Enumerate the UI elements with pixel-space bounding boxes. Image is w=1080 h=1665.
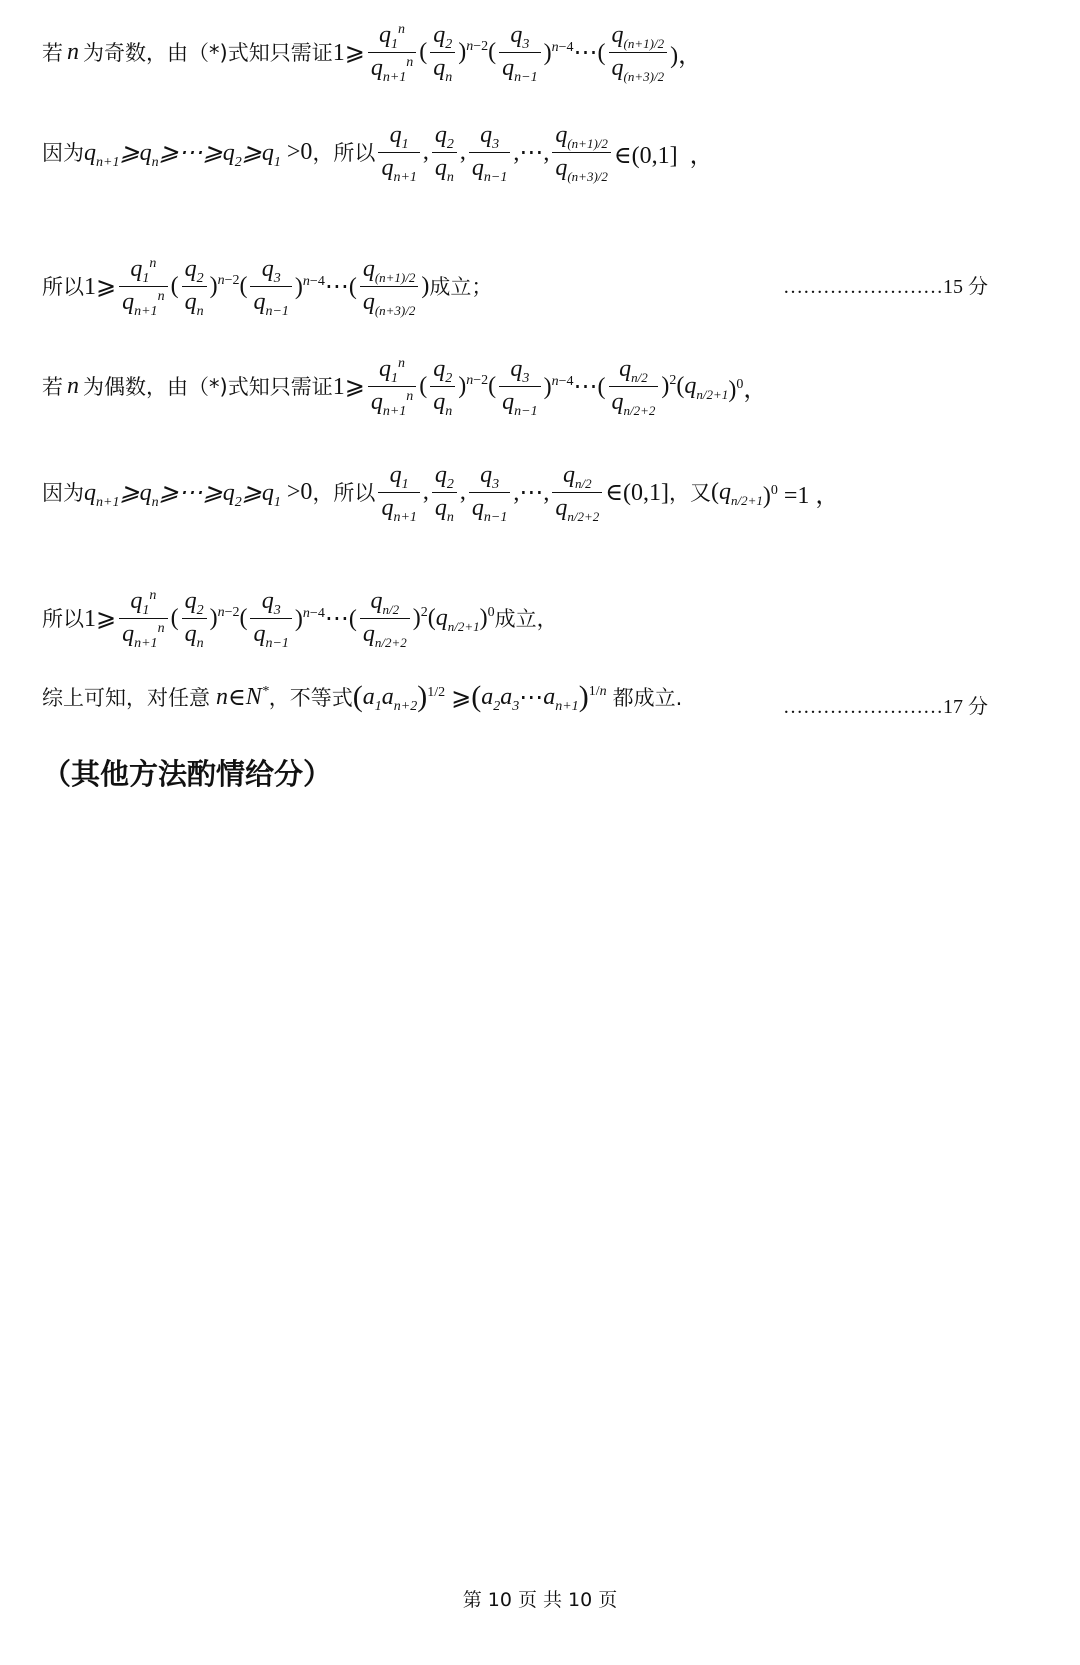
grading-note: （其他方法酌情给分）: [42, 757, 333, 791]
fraction: $\frac{q_1^n}{q_{n+1}^n}$: [119, 256, 167, 316]
fraction: $\frac{q_{n/2}}{q_{n/2+2}}$: [552, 462, 602, 522]
fraction: $\frac{q_2}{q_n}$: [432, 122, 457, 182]
fraction: $\frac{q_2}{q_n}$: [430, 356, 455, 416]
page-footer: 第 10 页 共 10 页: [462, 1589, 618, 1611]
fraction: $\frac{q_3}{q_{n-1}}$: [250, 588, 291, 648]
fraction: $\frac{q_{n/2}}{q_{n/2+2}}$: [360, 588, 410, 648]
fraction: $\frac{q_3}{q_{n-1}}$: [499, 22, 540, 82]
proof-line-even-claim: 若 n 为偶数，由（*)式知只需证 1⩾ $\frac{q_1^n}{q_{n+1}^n}$ ( $\frac{q_2}{q_n}$ )$^{n-2}$ ( $\frac{q_3}{q_{n-1}}$ )$^{n-4}$⋯( $\frac{q_{n/2}}{q_{n/2+2}}$ )$^2$( $q_{n/2+1}$ )$^0$，: [42, 356, 768, 419]
score-17: ……………………17 分: [783, 696, 988, 718]
fraction: $\frac{q_1^n}{q_{n+1}^n}$: [368, 22, 416, 82]
fraction: $\frac{q_1}{q_{n+1}}$: [378, 462, 419, 522]
fraction: $\frac{q_2}{q_n}$: [182, 256, 207, 316]
fraction: $\frac{q_3}{q_{n-1}}$: [469, 462, 510, 522]
math-expression: $q_{n+1}⩾q_n⩾\cdots⩾q_2⩾q_1$: [84, 479, 281, 510]
fraction: $\frac{q_3}{q_{n-1}}$: [469, 122, 510, 182]
fraction: $\frac{q_{(n+1)/2}}{q_{(n+3)/2}}$: [609, 22, 668, 82]
fraction: $\frac{q_1}{q_{n+1}}$: [378, 122, 419, 182]
fraction: $\frac{q_3}{q_{n-1}}$: [499, 356, 540, 416]
proof-line-even-reason: 因为 $q_{n+1}⩾q_n⩾\cdots⩾q_2⩾q_1$ >0 ，所以 $\frac{q_1}{q_{n+1}}$ , $\frac{q_2}{q_n}$ , $\frac{q_3}{q_{n-1}}$ ,⋯, $\frac{q_{n/2}}{q_{n/2+2}}$ ∈(0,1] ，又 ( $q_{n/2+1}$ )$^0$ =1 ，: [42, 462, 840, 525]
fraction: $\frac{q_{n/2}}{q_{n/2+2}}$: [609, 356, 659, 416]
math-expression: n: [210, 683, 228, 710]
fraction: $\frac{q_2}{q_n}$: [430, 22, 455, 82]
fraction: $\frac{q_3}{q_{n-1}}$: [250, 256, 291, 316]
proof-line-odd-conclusion: 所以 1⩾ $\frac{q_1^n}{q_{n+1}^n}$ ( $\frac{q_2}{q_n}$ )$^{n-2}$ ( $\frac{q_3}{q_{n-1}}$ )$^{n-4}$⋯( $\frac{q_{(n+1)/2}}{q_{(n+3)/2}}$ ) 成立；: [42, 256, 493, 319]
fraction: $\frac{q_1^n}{q_{n+1}^n}$: [368, 356, 416, 416]
proof-line-summary: 综上可知，对任意 n ∈ N* ，不等式 ( $a_1a_{n+2}$ ) $^{1/2}$ ⩾ ( $a_2a_3$ ⋯ $a_{n+1}$ ) $^{1/n}$ 都成立.: [42, 680, 683, 714]
proof-line-odd-reason: 因为 $q_{n+1}⩾q_n⩾\cdots⩾q_2⩾q_1$ >0 ，所以 $\frac{q_1}{q_{n+1}}$ , $\frac{q_2}{q_n}$ , $\frac{q_3}{q_{n-1}}$ ,⋯, $\frac{q_{(n+1)/2}}{q_{(n+3)/2}}$ ∈(0,1] ，: [42, 122, 714, 185]
proof-line-even-conclusion: 所以 1⩾ $\frac{q_1^n}{q_{n+1}^n}$ ( $\frac{q_2}{q_n}$ )$^{n-2}$ ( $\frac{q_3}{q_{n-1}}$ )$^{n-4}$⋯( $\frac{q_{n/2}}{q_{n/2+2}}$ )$^2$( $q_{n/2+1}$ )$^0$ 成立，: [42, 588, 558, 651]
fraction: $\frac{q_1^n}{q_{n+1}^n}$: [119, 588, 167, 648]
proof-line-odd-claim: 若 n 为奇数，由（*)式知只需证 1⩾ $\frac{q_1^n}{q_{n+1}^n}$ ( $\frac{q_2}{q_n}$ )$^{n-2}$ ( $\frac{q_3}{q_{n-1}}$ )$^{n-4}$⋯( $\frac{q_{(n+1)/2}}{q_{(n+3)/2}}$ )，: [42, 22, 703, 85]
math-expression: $q_{n+1}⩾q_n⩾\cdots⩾q_2⩾q_1$: [84, 139, 281, 170]
fraction: $\frac{q_{(n+1)/2}}{q_{(n+3)/2}}$: [552, 122, 611, 182]
fraction: $\frac{q_{(n+1)/2}}{q_{(n+3)/2}}$: [360, 256, 419, 316]
score-15: ……………………15 分: [783, 276, 988, 298]
fraction: $\frac{q_2}{q_n}$: [432, 462, 457, 522]
fraction: $\frac{q_2}{q_n}$: [182, 588, 207, 648]
math-expression: 1⩾: [332, 39, 365, 66]
